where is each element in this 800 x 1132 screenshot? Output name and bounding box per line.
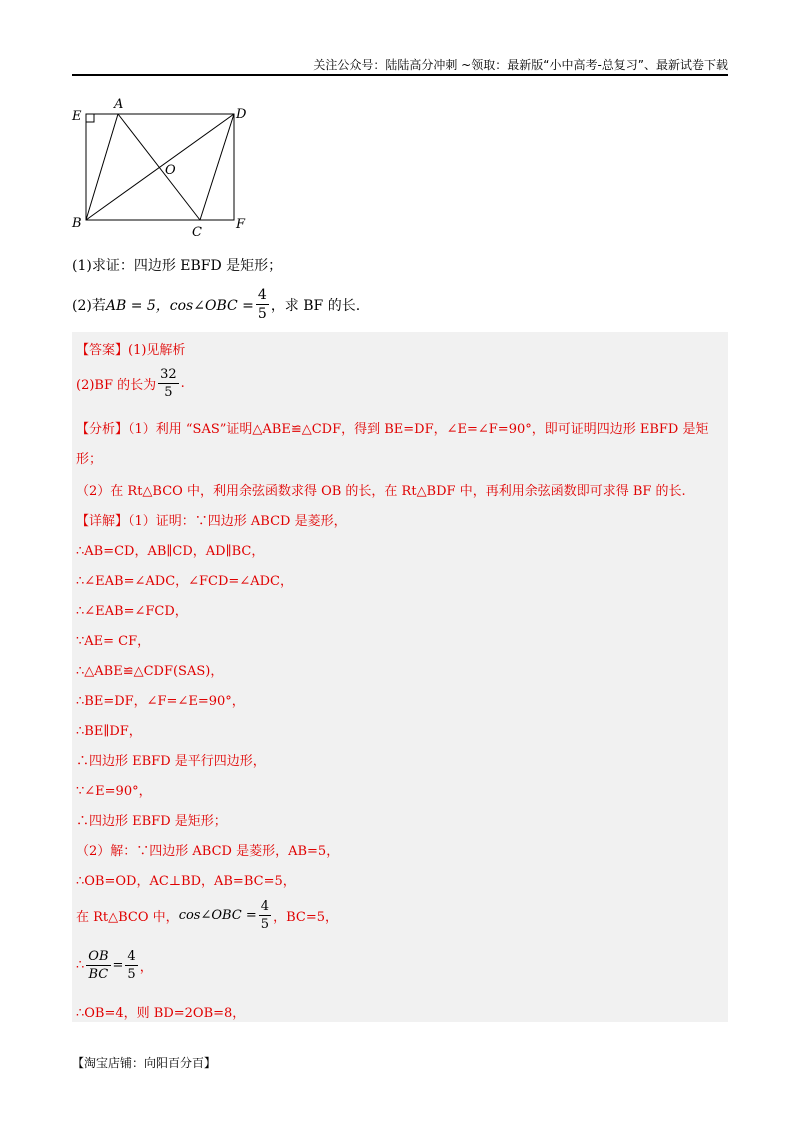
answer2-suffix: . [180, 376, 185, 391]
page-footer: 【淘宝店铺：向阳百分百】 [72, 1056, 217, 1070]
side-ab [86, 114, 118, 220]
proof-line-9: ∵∠E=90°， [76, 784, 152, 799]
proof-line-7: ∴BE∥DF， [76, 724, 142, 739]
analysis-line-1: 【分析】（1）利用 “SAS”证明△ABE≌△CDF，得到 BE=DF，∠E=∠F=90°，即可证明四边形 EBFD 是矩 [76, 422, 709, 437]
rectangle-rhombus-diagram [66, 94, 266, 244]
l13-suffix: ，BC=5， [273, 910, 338, 925]
answer2-prefix: (2)BF 的长为 [76, 378, 157, 393]
question-part-2 [72, 288, 360, 321]
solution-line-1: （2）解：∵四边形 ABCD 是菱形，AB=5， [76, 844, 340, 859]
l13-cos: cos∠OBC = [178, 908, 257, 923]
q2-suffix: ，求 BF 的长. [270, 297, 361, 314]
label-d: D [236, 107, 247, 122]
solution-line-4 [76, 950, 153, 981]
header-rule [72, 74, 728, 76]
proof-line-3: ∴∠EAB=∠FCD， [76, 604, 188, 619]
l13-prefix: 在 Rt△BCO 中， [76, 910, 179, 925]
q2-fraction-denominator: 5 [257, 306, 267, 322]
l14-denominator-1: BC [88, 967, 109, 982]
label-o: O [165, 163, 176, 178]
label-a: A [114, 97, 124, 112]
side-dc [200, 114, 234, 220]
answer-part-2 [76, 368, 185, 399]
page-header: 关注公众号：陆陆高分冲刺 ~领取：最新版“小中高考-总复习”、最新试卷下载 [313, 58, 728, 72]
l14-equals: = [112, 958, 124, 973]
label-b: B [72, 216, 82, 231]
l14-fraction-1 [86, 950, 110, 981]
q2-fraction [256, 288, 269, 321]
solution-line-2: ∴OB=OD，AC⊥BD，AB=BC=5， [76, 874, 296, 889]
right-angle-mark [86, 114, 94, 122]
l14-numerator-2: 4 [127, 949, 136, 964]
answer2-denominator: 5 [164, 385, 173, 400]
proof-line-10: ∴四边形 EBFD 是矩形； [76, 814, 227, 829]
proof-line-6: ∴BE=DF，∠F=∠E=90°， [76, 694, 245, 709]
label-c: C [192, 225, 202, 240]
analysis-line-2: （2）在 Rt△BCO 中，利用余弦函数求得 OB 的长，在 Rt△BDF 中，再利用余弦函数即可求得 BF 的长. [76, 484, 686, 499]
proof-line-2: ∴∠EAB=∠ADC，∠FCD=∠ADC， [76, 574, 293, 589]
proof-line-5: ∴△ABE≌△CDF(SAS)， [76, 664, 224, 679]
l14-fraction-2 [125, 950, 137, 981]
l13-fraction [259, 900, 271, 931]
l14-prefix: ∴ [76, 958, 85, 973]
l14-numerator-1: OB [88, 949, 109, 964]
l13-numerator: 4 [260, 899, 270, 914]
geometry-figure [66, 94, 266, 244]
solution-line-3 [76, 900, 338, 931]
q2-prefix: (2)若 [72, 297, 106, 314]
solution-line-5: ∴OB=4，则 BD=2OB=8， [76, 1006, 246, 1021]
diagonal-bd [86, 114, 234, 220]
q2-fraction-numerator: 4 [257, 287, 267, 303]
detail-heading: 【详解】（1）证明：∵四边形 ABCD 是菱形， [76, 514, 347, 529]
proof-line-1: ∴AB=CD，AB∥CD，AD∥BC， [76, 544, 265, 559]
answer-label: 【答案】(1)见解析 [76, 343, 186, 358]
proof-line-8: ∴四边形 EBFD 是平行四边形， [76, 754, 266, 769]
l13-denominator: 5 [260, 917, 270, 932]
diagonal-ac [118, 114, 200, 220]
answer2-numerator: 32 [160, 367, 177, 382]
q2-condition: AB = 5，cos∠OBC = [105, 297, 254, 314]
l14-denominator-2: 5 [127, 967, 136, 982]
label-f: F [236, 217, 246, 232]
proof-line-4: ∵AE= CF， [76, 634, 151, 649]
label-e: E [72, 109, 82, 124]
question-part-1: (1)求证：四边形 EBFD 是矩形； [72, 258, 283, 274]
analysis-line-1b: 形； [76, 452, 103, 467]
l14-suffix: ， [139, 960, 153, 975]
answer2-fraction [158, 368, 179, 399]
